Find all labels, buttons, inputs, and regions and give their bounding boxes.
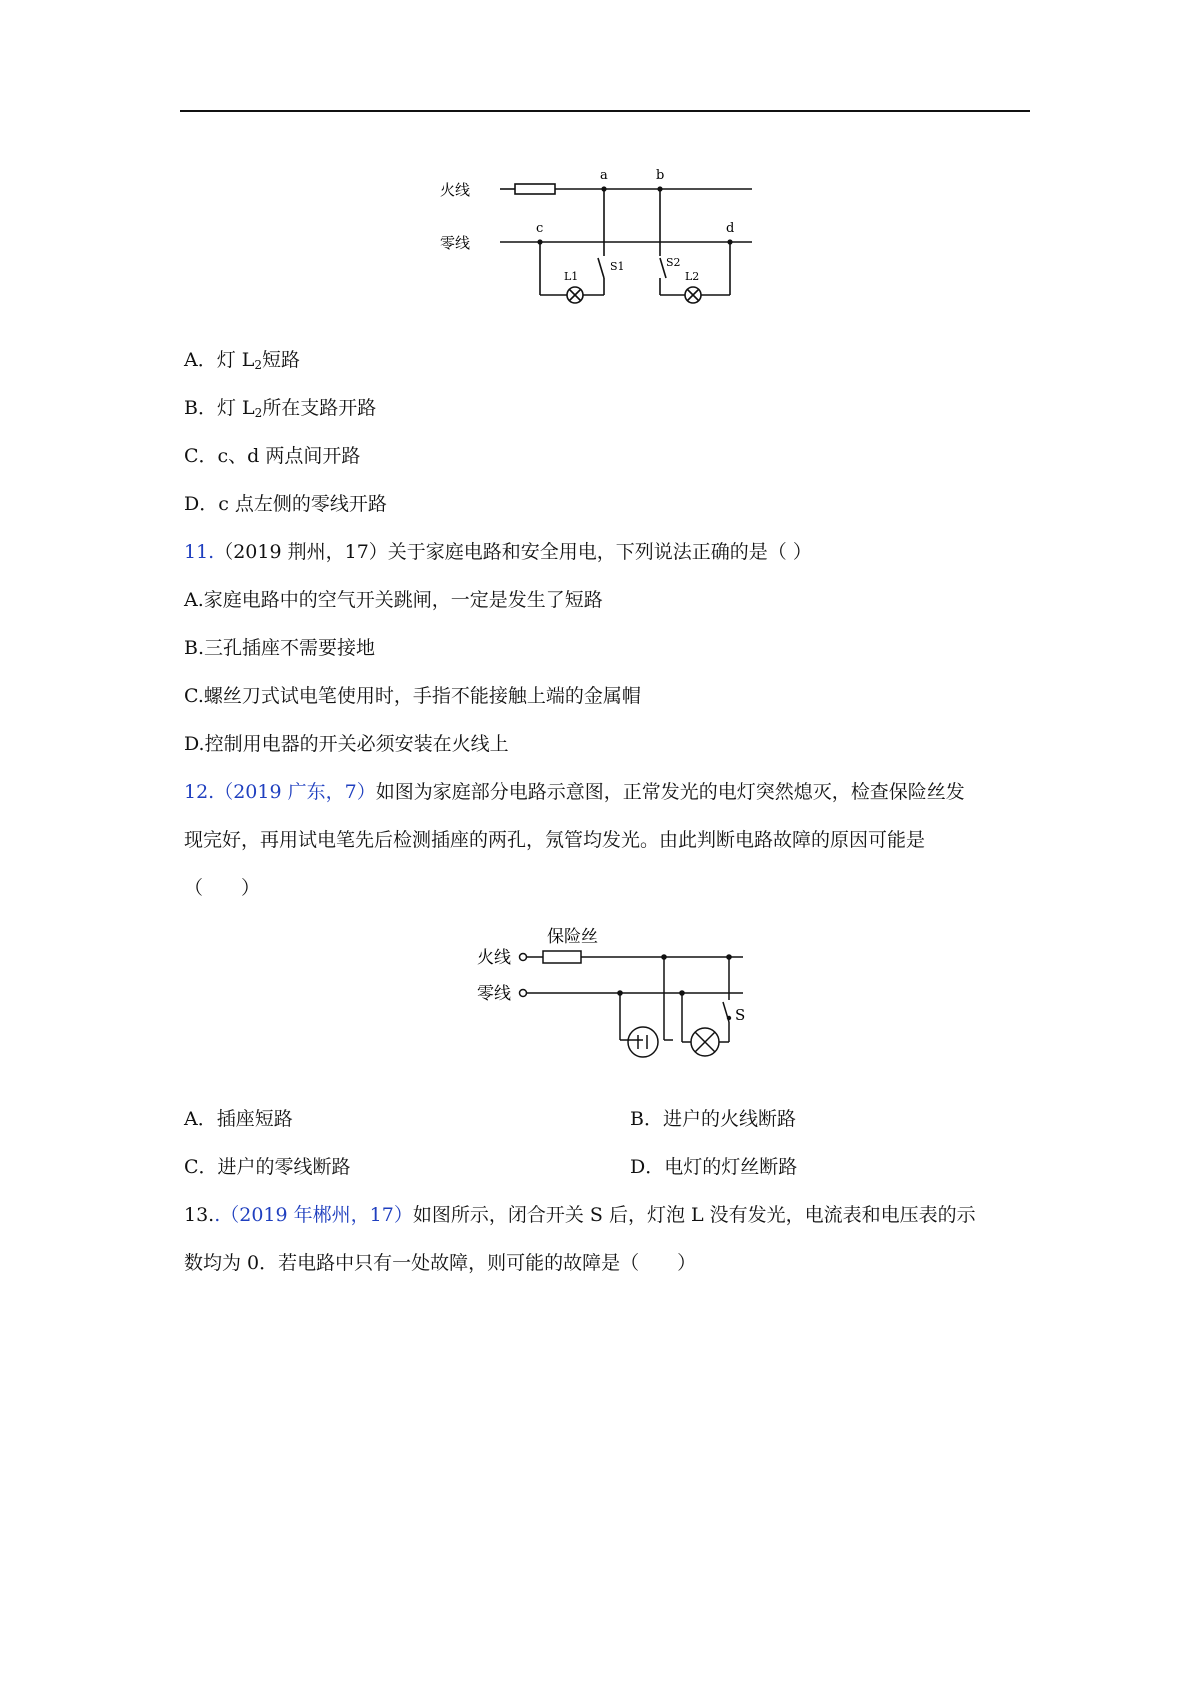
point-b-label: b: [656, 168, 665, 183]
q10-option-a: A．灯 $L_2$短路: [184, 349, 301, 372]
q13-number: 13.: [184, 1204, 215, 1226]
q11-number: 11.: [184, 541, 215, 563]
q11-stem: 11.（2019 荆州，17）关于家庭电路和安全用电，下列说法正确的是（ ）: [184, 541, 812, 563]
q12-option-d: D．电灯的灯丝断路: [630, 1156, 798, 1178]
header-rule: [180, 110, 1030, 112]
q12-option-c: C．进户的零线断路: [184, 1156, 351, 1178]
circuit-diagram-2: [465, 920, 765, 1080]
hot-wire-label: 火线: [440, 181, 471, 199]
q12-option-a: A．插座短路: [184, 1108, 293, 1130]
switch-s1-label: S1: [610, 260, 625, 273]
q11-option-b: B.三孔插座不需要接地: [184, 637, 376, 659]
q11-option-d: D.控制用电器的开关必须安装在火线上: [184, 733, 509, 755]
point-c-label: c: [536, 221, 544, 236]
q12-option-b: B．进户的火线断路: [630, 1108, 796, 1130]
circuit-diagram-1: [440, 160, 760, 310]
fuse-symbol: [515, 184, 555, 194]
q13-source: .（2019 年郴州，17）: [214, 1204, 413, 1226]
q12-stem-line2: 现完好，再用试电笔先后检测插座的两孔，氖管均发光。由此判断电路故障的原因可能是: [184, 829, 926, 851]
neutral-wire-label-2: 零线: [477, 984, 511, 1004]
lamp-l1-label: L1: [564, 270, 579, 283]
switch-s2-label: S2: [666, 256, 681, 269]
fuse-label: 保险丝: [547, 927, 598, 947]
q10-option-d: D．c 点左侧的零线开路: [184, 493, 387, 515]
q12-stem-line1: 12.（2019 广东，7）如图为家庭部分电路示意图，正常发光的电灯突然熄灭，检查保险丝发: [184, 781, 965, 803]
q13-stem-line1: 13..（2019 年郴州，17）如图所示，闭合开关 S 后，灯泡 L 没有发光，电流表和电压表的示: [184, 1204, 976, 1226]
neutral-wire-label: 零线: [440, 234, 471, 252]
q12-source: 12.（2019 广东，7）: [184, 781, 376, 803]
q13-stem-line2: 数均为 0．若电路中只有一处故障，则可能的故障是（ ）: [184, 1252, 697, 1274]
q12-stem-line3: （ ）: [184, 877, 261, 899]
q10-option-c: C．c、d 两点间开路: [184, 445, 361, 467]
fuse-icon: [543, 951, 581, 963]
q10-option-b: B．灯 $L_2$所在支路开路: [184, 397, 377, 420]
hot-wire-label-2: 火线: [477, 948, 511, 968]
lamp-l2-label: L2: [685, 270, 700, 283]
socket-icon: [628, 1027, 658, 1057]
point-a-label: a: [600, 168, 608, 183]
q11-option-c: C.螺丝刀式试电笔使用时，手指不能接触上端的金属帽: [184, 685, 641, 707]
switch-s-label: S: [735, 1006, 746, 1024]
point-d-label: d: [726, 221, 735, 236]
q11-option-a: A.家庭电路中的空气开关跳闸，一定是发生了短路: [184, 589, 603, 611]
